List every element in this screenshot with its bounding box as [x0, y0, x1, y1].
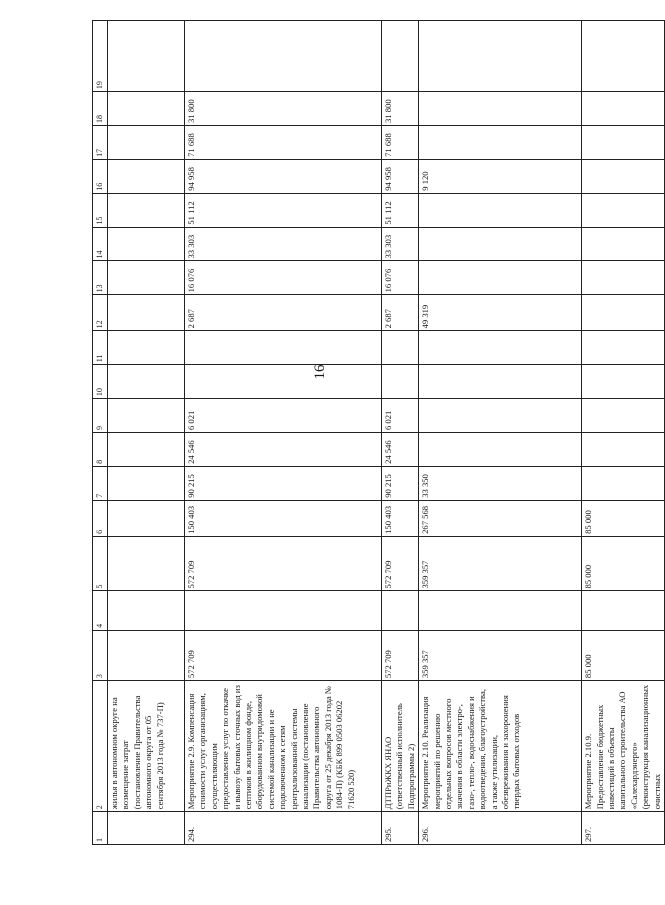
value-cell: 24 546: [382, 433, 419, 467]
value-cell: 572 709: [382, 630, 419, 680]
value-cell: 51 112: [382, 193, 419, 227]
column-number: 18: [93, 92, 108, 126]
value-cell: 2 687: [185, 295, 382, 331]
table-row: [382, 21, 419, 845]
value-cell: 24 546: [185, 433, 382, 467]
value-cell: 90 215: [382, 466, 419, 500]
row-number-cell: 295.: [382, 812, 419, 845]
value-cell: 572 709: [185, 536, 382, 591]
table-header-row: [93, 21, 108, 845]
value-cell: [582, 125, 665, 159]
description-cell: Мероприятие 2.10.9. Предоставление бюджетных инвестиций в объекты капитального строительства АО «Салехардэнерго» (реконструкция канализационных очистных: [582, 681, 665, 812]
value-cell: [582, 227, 665, 261]
column-number: 16: [93, 159, 108, 193]
value-cell: 90 215: [185, 466, 382, 500]
value-cell: [108, 159, 185, 193]
value-cell: [582, 466, 665, 500]
value-cell: [419, 433, 582, 467]
data-table: [92, 20, 665, 845]
value-cell: [419, 261, 582, 295]
value-cell: [108, 466, 185, 500]
description-cell: Мероприятие 2.10. Реализация мероприятий по решению отдельных вопросов местного значения в области электро-, газо-, тепло-, водоснабжения и водоотведения, благоустройства, а также утилизации, обезвреживания и захоронения твердых бытовых отходов: [419, 681, 582, 812]
value-cell: [582, 159, 665, 193]
value-cell: [582, 433, 665, 467]
value-cell: 71 688: [382, 125, 419, 159]
description-cell: жилья в автономном округе на возмещение затрат (постановление Правительства автономного округа от 05 сентября 2013 года № 737-П): [108, 681, 185, 812]
value-cell: 150 403: [382, 500, 419, 536]
value-cell: [382, 331, 419, 365]
column-number: 6: [93, 500, 108, 536]
value-cell: [582, 591, 665, 630]
value-cell: 359 357: [419, 630, 582, 680]
column-number: 2: [93, 681, 108, 812]
value-cell: [108, 227, 185, 261]
value-cell: [582, 21, 665, 92]
table-row: [185, 21, 382, 845]
document-page: [92, 20, 662, 845]
value-cell: 31 800: [185, 92, 382, 126]
table-row: [582, 21, 665, 845]
value-cell: 71 688: [185, 125, 382, 159]
value-cell: 94 958: [382, 159, 419, 193]
value-cell: 572 709: [185, 630, 382, 680]
value-cell: 94 958: [185, 159, 382, 193]
table-row: [419, 21, 582, 845]
column-number: 8: [93, 433, 108, 467]
value-cell: [108, 500, 185, 536]
column-number: 7: [93, 466, 108, 500]
value-cell: 31 800: [382, 92, 419, 126]
value-cell: 572 709: [382, 536, 419, 591]
value-cell: 33 303: [382, 227, 419, 261]
value-cell: [108, 399, 185, 433]
value-cell: [108, 433, 185, 467]
row-number-cell: [108, 812, 185, 845]
value-cell: [419, 227, 582, 261]
column-number: 15: [93, 193, 108, 227]
column-number: 9: [93, 399, 108, 433]
value-cell: [108, 536, 185, 591]
column-number: 3: [93, 630, 108, 680]
value-cell: [582, 331, 665, 365]
column-number: 5: [93, 536, 108, 591]
value-cell: 16 076: [382, 261, 419, 295]
column-number: 19: [93, 21, 108, 92]
value-cell: [582, 365, 665, 399]
value-cell: [419, 591, 582, 630]
value-cell: [382, 365, 419, 399]
value-cell: [582, 295, 665, 331]
value-cell: [108, 92, 185, 126]
value-cell: [419, 92, 582, 126]
value-cell: [108, 193, 185, 227]
description-cell: Мероприятие 2.9. Компенсация стоимости услуг организациям, осуществляющим предоставление услуг по откачке и вывозу бытовых сточных вод из септиков в жилищном фонде, оборудованном внутридомовой системой канализации и не подключенном к сетям централизованной системы канализации (постановление Правительства автономного округа от 25 декабря 2013 года № 1084-П) (КБК 899 0503 06202 71620 520): [185, 681, 382, 812]
value-cell: 49 319: [419, 295, 582, 331]
value-cell: [382, 591, 419, 630]
value-cell: 85 000: [582, 500, 665, 536]
value-cell: [419, 125, 582, 159]
value-cell: [582, 193, 665, 227]
row-number-cell: 294.: [185, 812, 382, 845]
value-cell: [185, 365, 382, 399]
column-number: 14: [93, 227, 108, 261]
value-cell: [108, 591, 185, 630]
value-cell: 267 568: [419, 500, 582, 536]
value-cell: [108, 125, 185, 159]
value-cell: [419, 399, 582, 433]
value-cell: 9 120: [419, 159, 582, 193]
value-cell: 6 021: [185, 399, 382, 433]
value-cell: 33 303: [185, 227, 382, 261]
value-cell: [419, 21, 582, 92]
table-row: [108, 21, 185, 845]
value-cell: 85 000: [582, 536, 665, 591]
value-cell: [185, 331, 382, 365]
value-cell: [185, 591, 382, 630]
value-cell: [185, 21, 382, 92]
value-cell: [419, 193, 582, 227]
page-number: 16: [312, 364, 328, 380]
value-cell: [419, 365, 582, 399]
column-number: 11: [93, 331, 108, 365]
value-cell: [582, 92, 665, 126]
value-cell: [108, 261, 185, 295]
value-cell: 150 403: [185, 500, 382, 536]
value-cell: 6 021: [382, 399, 419, 433]
value-cell: 51 112: [185, 193, 382, 227]
column-number: 12: [93, 295, 108, 331]
value-cell: [108, 295, 185, 331]
value-cell: [582, 399, 665, 433]
value-cell: 33 350: [419, 466, 582, 500]
column-number: 4: [93, 591, 108, 630]
value-cell: [382, 21, 419, 92]
column-number: 13: [93, 261, 108, 295]
column-number: 1: [93, 812, 108, 845]
value-cell: [108, 331, 185, 365]
row-number-cell: 297.: [582, 812, 665, 845]
value-cell: 85 000: [582, 630, 665, 680]
value-cell: 16 076: [185, 261, 382, 295]
value-cell: [582, 261, 665, 295]
column-number: 10: [93, 365, 108, 399]
value-cell: [108, 630, 185, 680]
value-cell: 359 357: [419, 536, 582, 591]
value-cell: [108, 365, 185, 399]
column-number: 17: [93, 125, 108, 159]
value-cell: [419, 331, 582, 365]
value-cell: [108, 21, 185, 92]
value-cell: 2 687: [382, 295, 419, 331]
row-number-cell: 296.: [419, 812, 582, 845]
description-cell: ДТПРиЖКХ ЯНАО (ответственный исполнитель Подпрограммы 2): [382, 681, 419, 812]
